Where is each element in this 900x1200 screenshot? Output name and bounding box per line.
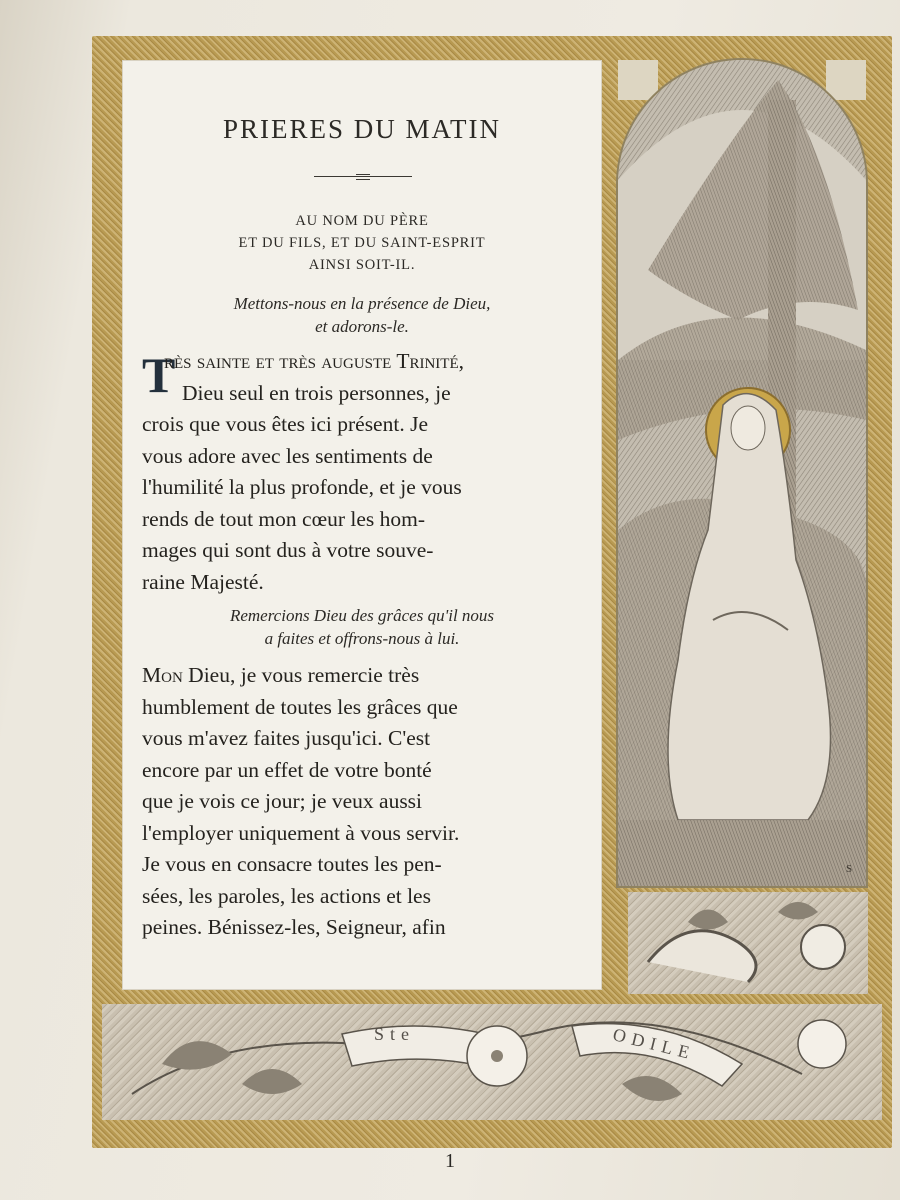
rubric-line: Remercions Dieu des grâces qu'il nous — [229, 606, 495, 625]
paragraph-line: Je vous en consacre toutes les pen- — [142, 852, 442, 876]
page-number: 1 — [445, 1150, 455, 1172]
rubric-line: et adorons-le. — [315, 317, 409, 336]
paragraph-line: mages qui sont dus à votre souve- — [142, 538, 434, 562]
paragraph-line: peines. Bénissez-les, Seigneur, afin — [142, 915, 446, 939]
paragraph-lead-word: Mon — [142, 663, 183, 687]
paragraph-line: humblement de toutes les grâces que — [142, 694, 458, 719]
paragraph-line: l'employer uniquement à vous servir. — [142, 820, 460, 845]
paragraph-line: Mon Dieu, je vous remercie très — [142, 660, 594, 692]
paragraph-line: sées, les paroles, les actions et les — [142, 883, 431, 908]
paragraph-line: Dieu seul en trois personnes, je — [182, 380, 451, 405]
paragraph-line: crois que vous êtes ici présent. Je — [142, 412, 428, 436]
rubric-line: a faites et offrons-nous à lui. — [264, 629, 460, 648]
saint-in-forest-engraving — [618, 60, 866, 886]
invocation-block — [122, 210, 602, 276]
floral-banner-bottom — [102, 1004, 882, 1120]
banner-text-odile: ODILE — [610, 1024, 698, 1064]
paragraph-line: que je vois ce jour; je veux aussi — [142, 789, 423, 813]
prayer-paragraph-thanks — [142, 660, 594, 944]
rubric-presence — [122, 292, 602, 338]
prayer-text-panel — [122, 60, 602, 990]
illustration-corner-ornament-right — [826, 60, 866, 100]
banner-text-saint: Ste — [374, 1024, 416, 1044]
floral-scroll-icon — [628, 892, 868, 994]
rubric-thanks — [122, 604, 602, 650]
paragraph-line: rès sainte et très auguste Trinité, — [164, 349, 464, 373]
rubric-line: Mettons-nous en la présence de Dieu, — [233, 294, 491, 313]
paragraph-line: encore par un effet de votre bonté — [142, 757, 432, 782]
illustration-corner-ornament-left — [618, 60, 658, 100]
floral-ornament-right — [628, 892, 868, 994]
paragraph-line: rends de tout mon cœur les hom- — [142, 506, 426, 531]
paragraph-line: raine Majesté. — [142, 569, 264, 594]
invocation-line: AU NOM DU PÈRE — [295, 213, 429, 229]
paragraph-line: vous m'avez faites jusqu'ici. C'est — [142, 726, 431, 750]
ribbon-flowers-icon — [102, 1004, 882, 1120]
paragraph-line: vous adore avec les sentiments de — [142, 443, 433, 468]
page-title: PRIERES DU MATIN — [222, 114, 502, 144]
drop-cap-letter: T — [142, 347, 176, 403]
invocation-line: AINSI SOIT-IL. — [308, 257, 416, 273]
saint-illustration — [618, 60, 866, 886]
prayer-paragraph-trinity — [142, 346, 594, 598]
title-ornament-rule — [314, 176, 412, 177]
illustration-signature: S — [846, 863, 853, 875]
invocation-line: ET DU FILS, ET DU SAINT-ESPRIT — [238, 235, 486, 251]
paragraph-line: l'humilité la plus profonde, et je vous — [142, 475, 462, 499]
